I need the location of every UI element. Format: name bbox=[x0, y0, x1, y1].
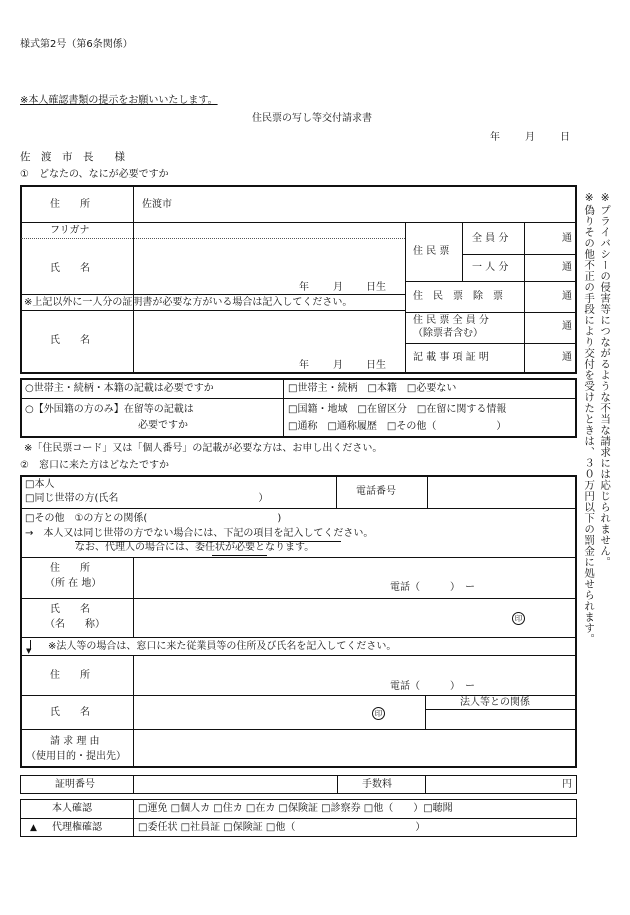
seal-mark-staff: 印 bbox=[372, 707, 385, 720]
unit-matters: 通 bbox=[562, 352, 572, 363]
corporate-note: ※法人等の場合は、窓口に来た従業員等の住所及び氏名を記入してください。 bbox=[48, 641, 397, 652]
visitor-address-label: 住 所 bbox=[50, 563, 90, 574]
phone-number-label: 電話番号 bbox=[356, 486, 396, 497]
cert-number-row bbox=[20, 775, 577, 794]
address-value: 佐渡市 bbox=[142, 199, 172, 210]
yen-label: 円 bbox=[562, 779, 572, 790]
foreign-options-line1[interactable]: □国籍・地域 □在留区分 □在留に関する情報 bbox=[288, 404, 507, 415]
foreign-question-line2: 必要ですか bbox=[138, 420, 188, 431]
date-day-label: 日 bbox=[560, 132, 570, 143]
unit-all-members: 通 bbox=[562, 233, 572, 244]
birth-day-label: 日生 bbox=[366, 282, 386, 293]
reason-label: 請 求 理 由 bbox=[50, 736, 100, 747]
seal-mark-visitor: 印 bbox=[512, 612, 525, 625]
household-options[interactable]: □世帯主・続柄 □本籍 □必要ない bbox=[288, 383, 457, 394]
cert-matters: 記 載 事 項 証 明 bbox=[413, 352, 489, 363]
agent-check-label: 代理権確認 bbox=[52, 822, 102, 833]
applicant-self-checkbox[interactable]: □本人 bbox=[25, 479, 55, 490]
page-title: 住民票の写し等交付請求書 bbox=[252, 113, 372, 124]
section2-heading: ② 窓口に来た方はどなたですか bbox=[20, 460, 169, 471]
cert-removed: 住 民 票 除 票 bbox=[413, 291, 503, 302]
unit-one-person: 通 bbox=[562, 262, 572, 273]
birth-month-label: 月 bbox=[333, 282, 343, 293]
reason-sublabel: （使用目的・提出先） bbox=[26, 751, 126, 762]
address-label: 住 所 bbox=[50, 199, 90, 210]
furigana-label: フリガナ bbox=[50, 225, 90, 236]
fee-label: 手数料 bbox=[362, 779, 392, 790]
addressee: 佐 渡 市 長 様 bbox=[20, 151, 125, 163]
birth2-day-label: 日生 bbox=[366, 360, 386, 371]
proxy-instruction-2: なお、代理人の場合には、委任状が必要となります。 bbox=[75, 542, 315, 553]
id-document-notice: ※本人確認書類の提示をお願いいたします。 bbox=[20, 95, 218, 106]
proxy-instruction-1: → 本人又は同じ世帯の方でない場合には、下記の項目を記入してください。 bbox=[25, 528, 374, 539]
section1-heading: ① どなたの、なにが必要ですか bbox=[20, 169, 169, 180]
triangle-marker-icon: ▲ bbox=[30, 823, 37, 833]
resident-code-note: ※「住民票コード」又は「個人番号」の記載が必要な方は、お申し出ください。 bbox=[24, 443, 383, 454]
cert-number-label: 証明番号 bbox=[55, 779, 95, 790]
cert-all-incl-line2: （除票者含む） bbox=[413, 328, 483, 339]
cert-all-incl-line1: 住 民 票 全 員 分 bbox=[413, 315, 489, 326]
arrow-down-icon: ▼ bbox=[26, 647, 32, 655]
foreign-options-line2[interactable]: □通称 □通称履歴 □その他（ ） bbox=[288, 421, 507, 432]
applicant-other-checkbox[interactable]: □その他 ①の方との関係( ) bbox=[25, 513, 282, 524]
cert-group-label: 住 民 票 bbox=[413, 246, 450, 257]
visitor-name-sublabel: （名 称） bbox=[45, 619, 105, 630]
birth-year-label: 年 bbox=[299, 282, 309, 293]
unit-removed: 通 bbox=[562, 291, 572, 302]
date-year-label: 年 bbox=[490, 132, 500, 143]
privacy-side-note: ※プライバシーの侵害等につながるような不当な請求には応じられません。 bbox=[599, 192, 612, 568]
applicant-household-checkbox[interactable]: □同じ世帯の方(氏名 ） bbox=[25, 493, 269, 504]
name2-label: 氏 名 bbox=[50, 335, 90, 346]
additional-person-note: ※上記以外に一人分の証明書が必要な方がいる場合は記入してください。 bbox=[24, 297, 353, 308]
id-check-options[interactable]: □運免 □個人カ □住カ □在カ □保険証 □診察券 □他（ ）□聴聞 bbox=[138, 803, 453, 814]
foreign-question-line1: ○【外国籍の方のみ】在留等の記載は bbox=[25, 404, 194, 415]
birth2-month-label: 月 bbox=[333, 360, 343, 371]
penalty-side-note: ※偽りその他不正の手段により交付を受けたときは、３０万円以下の罰金に処せられます。 bbox=[583, 192, 596, 645]
birth2-year-label: 年 bbox=[299, 360, 309, 371]
visitor-phone: 電話（ ） ー bbox=[390, 582, 475, 593]
corporate-relation-label: 法人等との関係 bbox=[460, 697, 530, 708]
visitor-address-sublabel: （所 在 地） bbox=[45, 578, 102, 589]
cert-one-person: 一 人 分 bbox=[472, 262, 509, 273]
cert-all-members: 全 員 分 bbox=[472, 233, 509, 244]
id-check-label: 本人確認 bbox=[52, 803, 92, 814]
staff-phone: 電話（ ） ー bbox=[390, 681, 475, 692]
section1-box bbox=[20, 185, 577, 374]
name-label: 氏 名 bbox=[50, 263, 90, 274]
form-number: 様式第2号（第6条関係） bbox=[20, 39, 133, 50]
agent-check-options[interactable]: □委任状 □社員証 □保険証 □他（ ） bbox=[138, 822, 426, 833]
unit-all-incl: 通 bbox=[562, 321, 572, 332]
staff-address-label: 住 所 bbox=[50, 670, 90, 681]
visitor-name-label: 氏 名 bbox=[50, 604, 90, 615]
date-month-label: 月 bbox=[525, 132, 535, 143]
staff-name-label: 氏 名 bbox=[50, 707, 90, 718]
household-question: ○世帯主・続柄・本籍の記載は必要ですか bbox=[25, 383, 214, 394]
